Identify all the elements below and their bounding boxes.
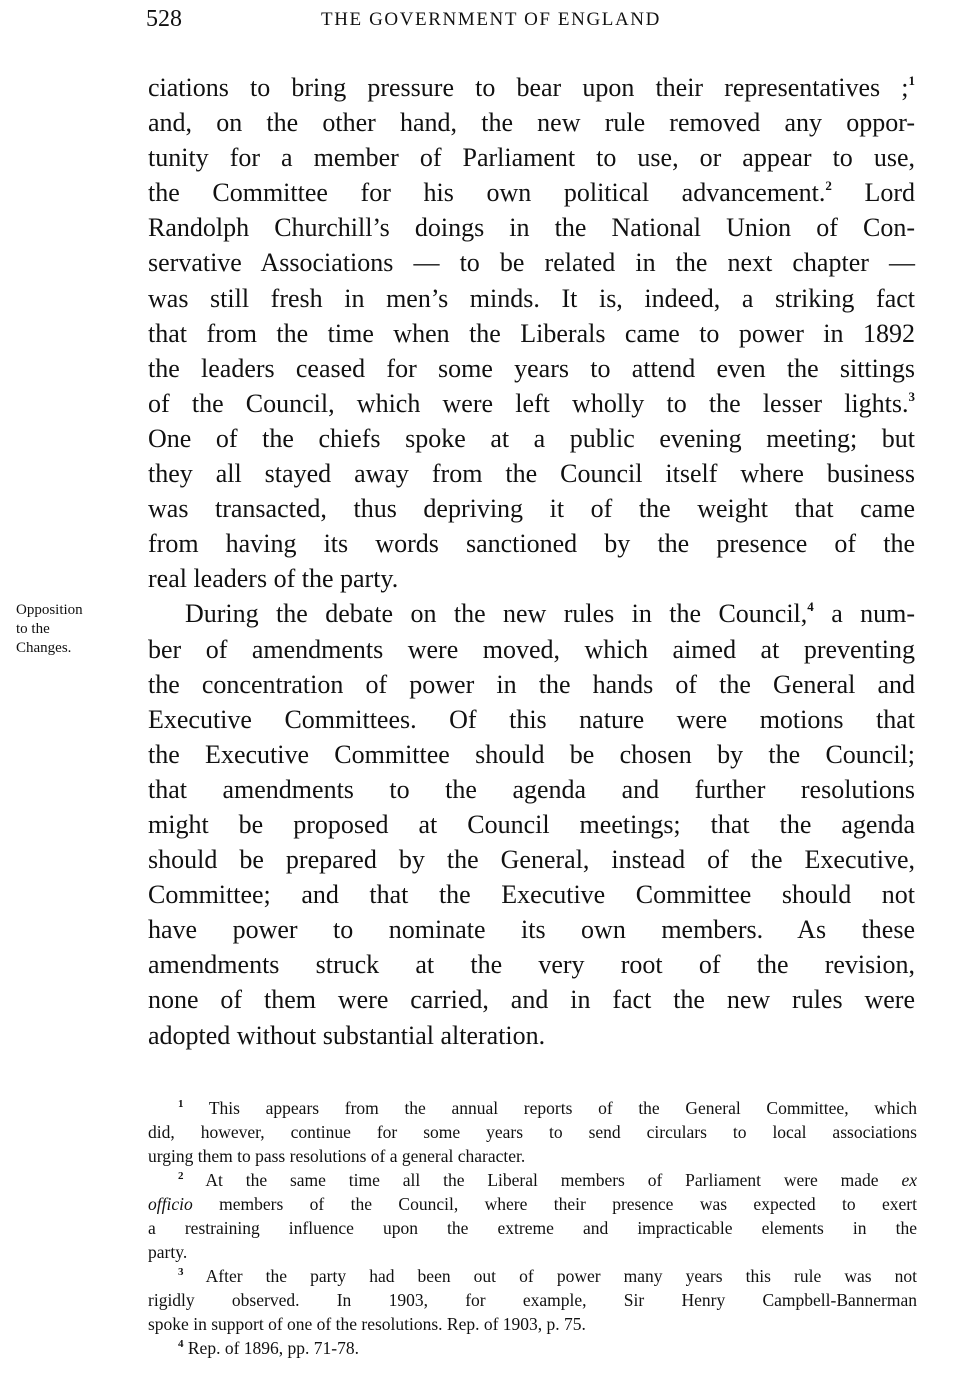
- footnote-line: party.: [148, 1242, 188, 1262]
- text-line: [148, 70, 915, 105]
- sidenote-line: to the: [16, 621, 50, 637]
- footnote-ref: 2: [825, 178, 832, 194]
- text-run: This appears from the annual reports of the General Committee, which: [208, 1098, 918, 1118]
- text-run: members of the Council, where their presence was expected to exert: [192, 1194, 917, 1214]
- text-line: that amendments to the agenda and further resolutions: [148, 774, 915, 804]
- text-line: the Executive Committee should be chosen by the Council;: [148, 739, 915, 769]
- italic-run: ex: [901, 1170, 917, 1190]
- text-run: At the same time all the Liberal members of Parliament were made: [205, 1170, 902, 1190]
- footnotes: [148, 1096, 917, 1360]
- footnote-ref: 3: [908, 388, 915, 404]
- text-line: from having its words sanctioned by the presence of the: [148, 529, 915, 559]
- footnote-line: spoke in support of one of the resolutions. Rep. of 1903, p. 75.: [148, 1314, 586, 1334]
- text-line: might be proposed at Council meetings; that the agenda: [148, 809, 915, 839]
- footnote-line: [148, 1336, 917, 1360]
- text-line: Executive Committees. Of this nature were motions that: [148, 704, 915, 734]
- text-line: One of the chiefs spoke at a public evening meeting; but: [148, 423, 915, 453]
- text-line: have power to nominate its own members. As these: [148, 915, 915, 945]
- sidenote-line: Opposition: [16, 602, 83, 618]
- running-title: THE GOVERNMENT OF ENGLAND: [321, 9, 661, 30]
- footnote-mark: 2: [178, 1170, 184, 1182]
- text-line: ber of amendments were moved, which aimed at preventing: [148, 634, 915, 664]
- footnote-line: [148, 1168, 917, 1192]
- footnote-mark: 3: [178, 1266, 184, 1278]
- body-text: [148, 70, 915, 1053]
- text-line: servative Associations — to be related in the next chapter —: [148, 248, 915, 278]
- sidenote-line: Changes.: [16, 640, 72, 656]
- footnote-line: [148, 1192, 917, 1216]
- text-line: and, on the other hand, the new rule removed any oppor-: [148, 108, 915, 138]
- text-line: that from the time when the Liberals came to power in 1892: [148, 318, 915, 348]
- footnote-mark: 4: [178, 1338, 184, 1350]
- text-run: of the Council, which were left wholly to the lesser lights.: [148, 388, 909, 418]
- text-run: Lord: [831, 178, 915, 208]
- text-line: tunity for a member of Parliament to use, or appear to use,: [148, 143, 915, 173]
- text-line: [148, 386, 915, 421]
- footnote-line: rigidly observed. In 1903, for example, Sir Henry Campbell-Bannerman: [148, 1290, 917, 1310]
- footnote-line: [148, 1264, 917, 1288]
- text-line: was transacted, thus depriving it of the weight that came: [148, 494, 915, 524]
- text-line: none of them were carried, and in fact the new rules were: [148, 985, 915, 1015]
- text-run: Rep. of 1896, pp. 71-78.: [187, 1338, 359, 1358]
- text-line: the concentration of power in the hands of the General and: [148, 669, 915, 699]
- text-line: Randolph Churchill’s doings in the National Union of Con-: [148, 213, 915, 243]
- text-run: the Committee for his own political advancement.: [148, 178, 826, 208]
- footnote-ref: 1: [908, 73, 915, 88]
- text-run: ciations to bring pressure to bear upon their representatives ;: [148, 73, 909, 102]
- text-line: amendments struck at the very root of the revision,: [148, 950, 915, 980]
- text-run: After the party had been out of power many years this rule was not: [205, 1266, 917, 1286]
- italic-run: officio: [148, 1194, 193, 1214]
- text-line: [148, 596, 915, 631]
- text-line: was still fresh in men’s minds. It is, indeed, a striking fact: [148, 283, 915, 313]
- text-run: a num-: [813, 599, 916, 629]
- text-line: should be prepared by the General, instead of the Executive,: [148, 845, 915, 875]
- footnote-line: [148, 1096, 917, 1120]
- text-line: they all stayed away from the Council itself where business: [148, 459, 915, 489]
- text-line: adopted without substantial alteration.: [148, 1020, 546, 1050]
- text-run: During the debate on the new rules in the Council,: [185, 599, 808, 629]
- footnote-line: urging them to pass resolutions of a general character.: [148, 1146, 526, 1166]
- footnote-line: did, however, continue for some years to send circulars to local associations: [148, 1122, 917, 1142]
- text-line: [148, 175, 915, 210]
- text-line: real leaders of the party.: [148, 564, 399, 594]
- running-head: [146, 6, 916, 36]
- footnote-mark: 1: [178, 1098, 184, 1110]
- text-line: Committee; and that the Executive Committee should not: [148, 880, 915, 910]
- footnote-line: a restraining influence upon the extreme and impracticable elements in the: [148, 1218, 917, 1238]
- text-line: the leaders ceased for some years to attend even the sittings: [148, 353, 915, 383]
- page-number: 528: [146, 6, 182, 32]
- footnote-ref: 4: [807, 599, 814, 615]
- margin-sidenote: [16, 601, 141, 658]
